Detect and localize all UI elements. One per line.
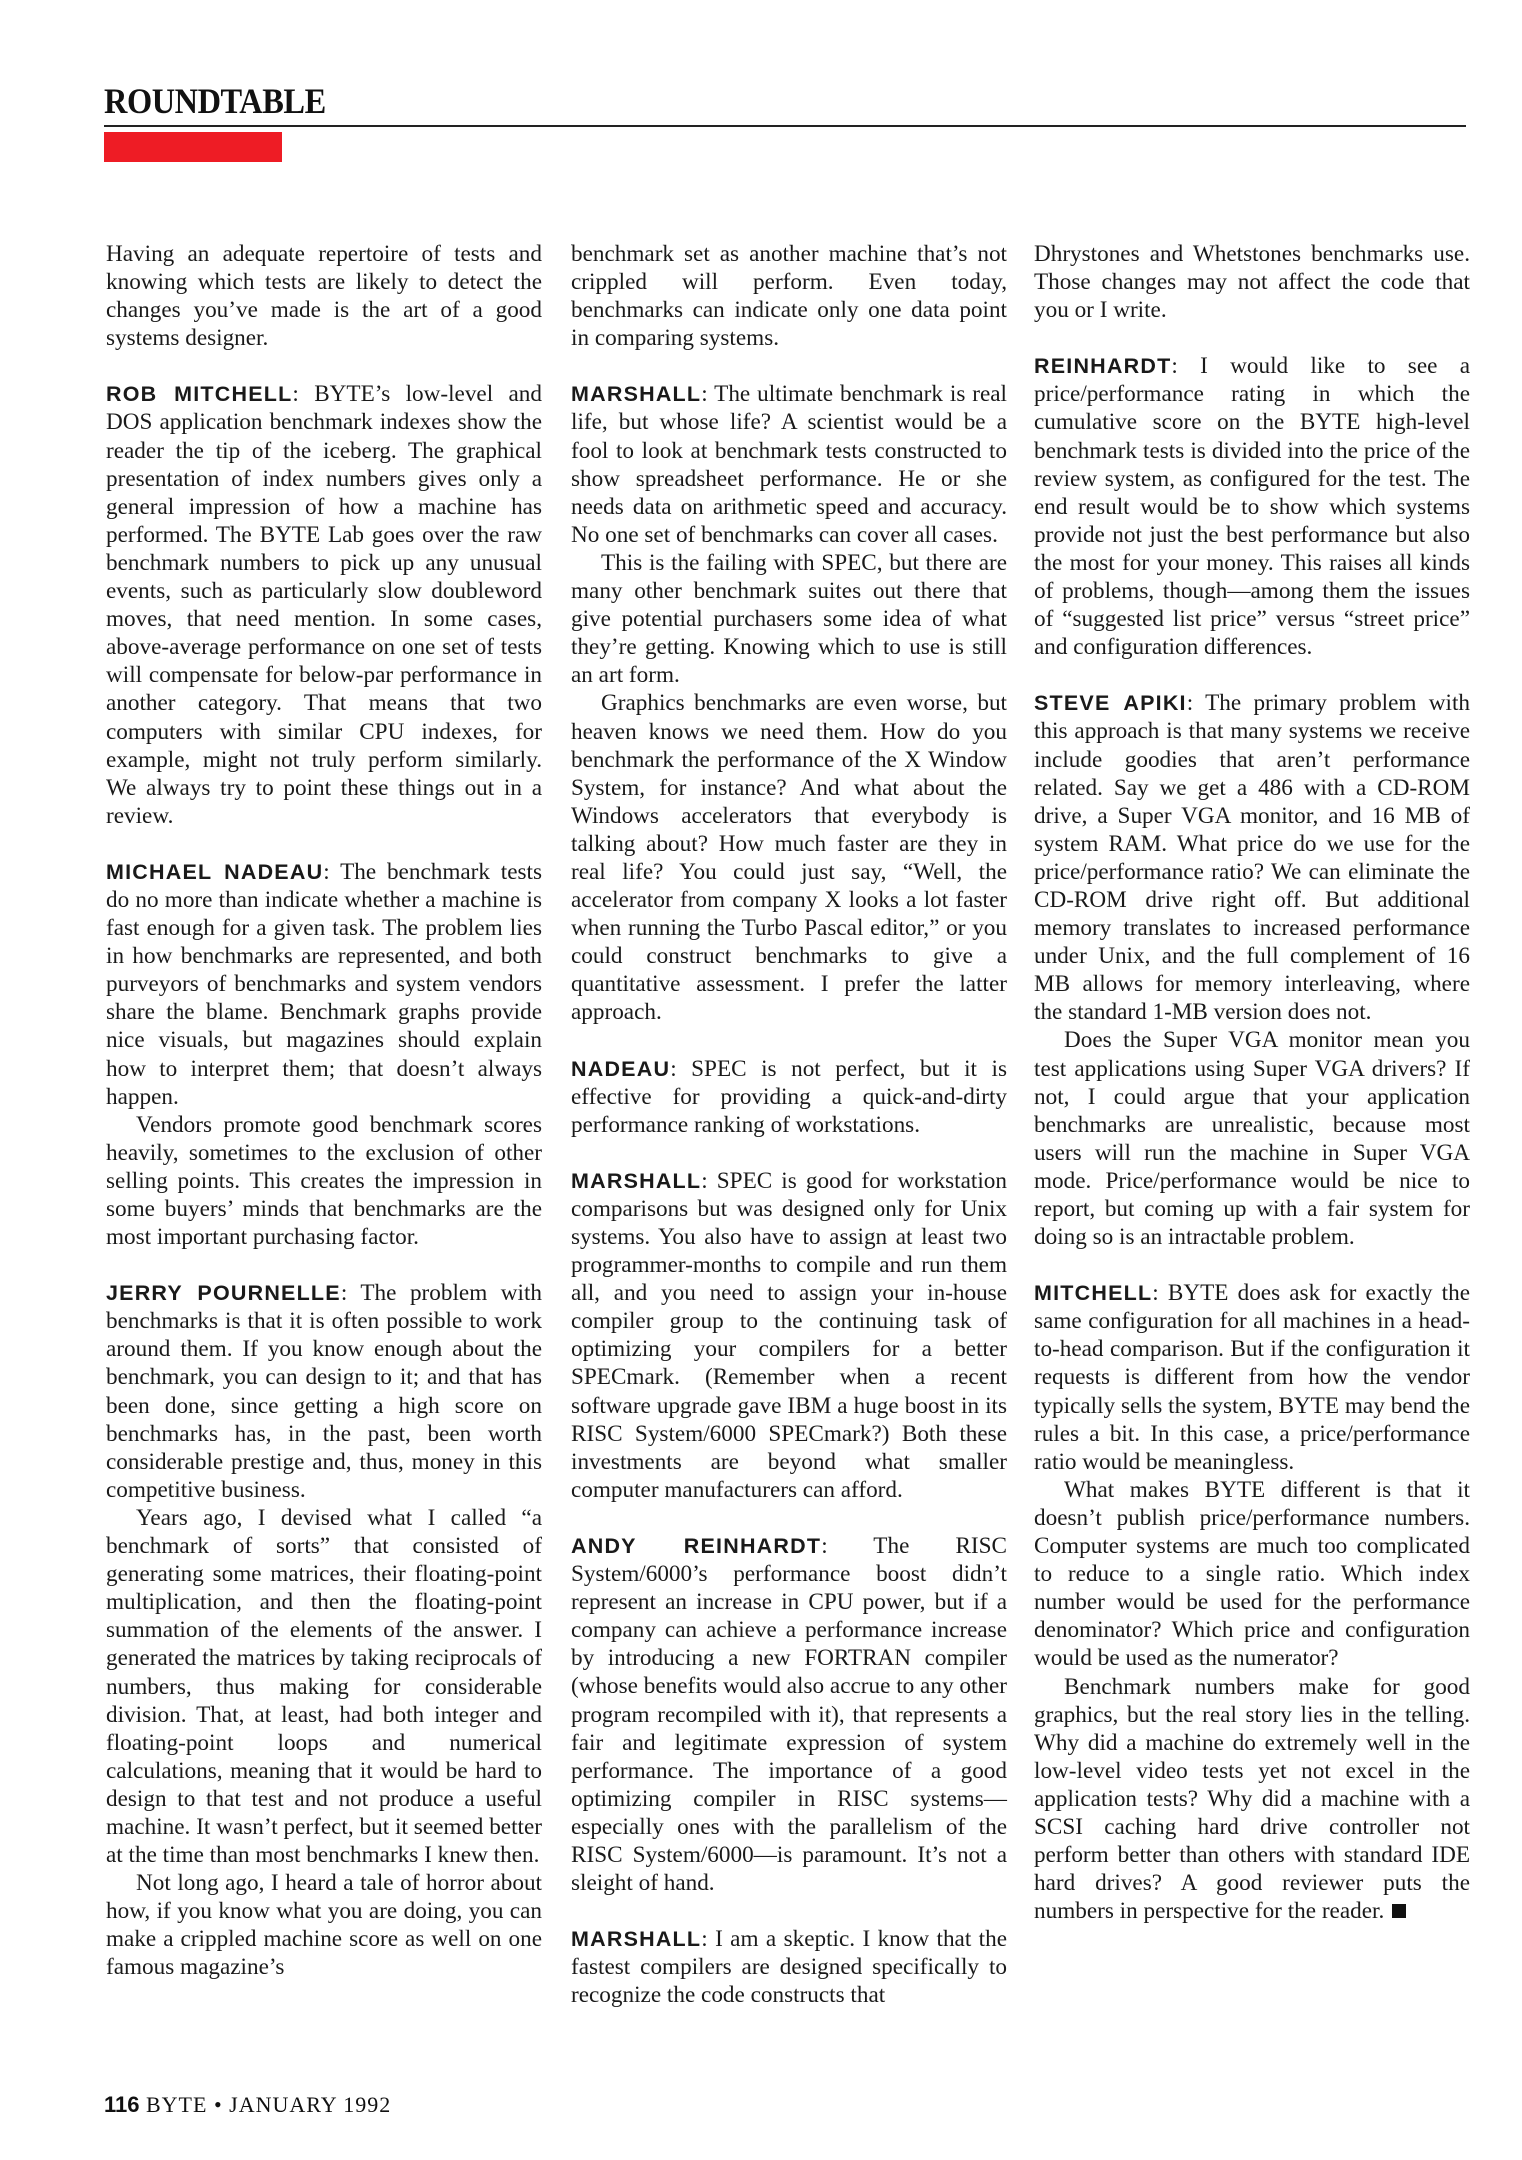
speaker-paragraph (571, 1167, 1007, 1504)
speaker-paragraph (571, 1925, 1007, 2009)
paragraph (106, 1111, 542, 1251)
paragraph-text: Graphics benchmarks are even worse, but heaven knows we need them. How do you benchmark the performance of the X Window System, for instance? And what about the Windows accelerators that everybody is talking about? How much faster are they in real life? You could just say, “Well, the accelerator from company X looks a lot faster when running the Turbo Pascal editor,” or you could construct benchmarks to give a quantitative assessment. I prefer the latter approach. (571, 690, 1007, 1026)
speaker-paragraph (571, 1532, 1007, 1897)
speaker-paragraph (1034, 1279, 1470, 1476)
speaker-name: REINHARDT (1034, 354, 1172, 379)
paragraph (1034, 1476, 1470, 1673)
speaker-paragraph (106, 380, 542, 830)
speaker-name: STEVE APIKI (1034, 691, 1187, 716)
paragraph (106, 1504, 542, 1869)
header-rule (104, 125, 1466, 127)
paragraph-text: Years ago, I devised what I called “a benchmark of sorts” that consisted of generating some matrices, their floating-point multiplication, and then the floating-point summation of the elements of the answer. I generated the matrices by taking reciprocals of numbers, thus making for considerable division. That, at least, had both integer and floating-point loops and numerical calculations, meaning that it would be hard to design to that test and not produce a useful machine. It wasn’t perfect, but it seemed better at the time than most benchmarks I knew then. (106, 1504, 542, 1869)
paragraph-text: : The RISC System/6000’s performance boost didn’t represent an increase in CPU power, but if a company can achieve a performance increase by introducing a new FORTRAN compiler (whose benefits would also accrue to any other program recompiled with it), that represents a fair and legitimate expression of system performance. The importance of a good optimizing compiler in RISC systems—especially ones with the parallelism of the RISC System/6000—is paramount. It’s not a sleight of hand. (571, 1532, 1007, 1897)
speaker-paragraph (106, 1279, 542, 1504)
page-footer (104, 2092, 391, 2118)
paragraph-text: Vendors promote good benchmark scores heavily, sometimes to the exclusion of other selling points. This creates the impression in some buyers’ minds that benchmarks are the most important purchasing factor. (106, 1111, 542, 1251)
speaker-paragraph (106, 858, 542, 1111)
paragraph-text: What makes BYTE different is that it doesn’t publish price/performance numbers. Computer systems are much too complicated to reduce to a single ratio. Which index number would be used for the performance denominator? Which price and configuration would be used as the numerator? (1034, 1476, 1470, 1672)
paragraph-text: Does the Super VGA monitor mean you test applications using Super VGA drivers? If not, I could argue that your application benchmarks are unrealistic, because most users will run the machine in Super VGA mode. Price/performance would be nice to report, but coming up with a fair system for doing so is an intractable problem. (1034, 1027, 1470, 1251)
paragraph (1034, 1673, 1470, 1926)
paragraph-text: Dhrystones and Whetstones benchmarks use. Those changes may not affect the code that you or I write. (1034, 241, 1470, 324)
article-column-2 (571, 240, 1007, 2009)
paragraph-text: Having an adequate repertoire of tests and knowing which tests are likely to detect the changes you’ve made is the art of a good systems designer. (106, 241, 542, 352)
speaker-name: ANDY REINHARDT (571, 1533, 822, 1558)
speaker-paragraph (571, 1055, 1007, 1139)
page-number: 116 (104, 2092, 140, 2117)
end-of-article-mark (1392, 1904, 1406, 1918)
paragraph (571, 689, 1007, 1026)
article-column-1 (106, 240, 542, 1982)
paragraph-text: : SPEC is not perfect, but it is effective for providing a quick-and-dirty performance ranking of workstations. (571, 1055, 1007, 1138)
speaker-name: ROB MITCHELL (106, 382, 293, 407)
speaker-name: MARSHALL (571, 1168, 702, 1193)
paragraph-text: benchmark set as another machine that’s not crippled will perform. Even today, benchmarks can indicate only one data point in comparing systems. (571, 241, 1007, 352)
paragraph-text: : The benchmark tests do no more than indicate whether a machine is fast enough for a given task. The problem lies in how benchmarks are represented, and both purveyors of benchmarks and system vendors share the blame. Benchmark graphs provide nice visuals, but magazines should explain how to interpret them; that doesn’t always happen. (106, 858, 542, 1110)
magazine-name: BYTE (146, 2092, 208, 2117)
speaker-name: MARSHALL (571, 1927, 702, 1952)
paragraph-text: : The ultimate benchmark is real life, but whose life? A scientist would be a fool to look at benchmark tests constructed to show spreadsheet performance. He or she needs data on arithmetic speed and accuracy. No one set of benchmarks can cover all cases. (571, 381, 1007, 548)
paragraph-text: : The problem with benchmarks is that it is often possible to work around them. If you know enough about the benchmark, you can design to it; and that has been done, since getting a high score on benchmarks has, in the past, been worth considerable prestige and, thus, money in this competitive business. (106, 1280, 542, 1503)
paragraph-text: : BYTE does ask for exactly the same configuration for all machines in a head-to-head comparison. But if the configuration it requests is different from how the vendor typically sells the system, BYTE may bend the rules a bit. In this case, a price/performance ratio would be meaningless. (1034, 1280, 1470, 1475)
speaker-name: MARSHALL (571, 382, 702, 407)
paragraph-text: Benchmark numbers make for good graphics, but the real story lies in the telling. Why did a machine do extremely well in the low-level video tests yet not excel in the application tests? Why did a machine with a SCSI caching hard drive controller not perform better than others with standard IDE hard drives? A good reviewer puts the numbers in perspective for the reader. (1034, 1673, 1470, 1925)
paragraph (1034, 1026, 1470, 1251)
speaker-name: MICHAEL NADEAU (106, 859, 324, 884)
speaker-paragraph (1034, 689, 1470, 1026)
footer-separator: • (213, 2092, 223, 2117)
speaker-paragraph (1034, 352, 1470, 661)
article-column-3 (1034, 240, 1470, 1925)
paragraph (571, 549, 1007, 689)
paragraph-text: : I am a skeptic. I know that the fastest compilers are designed specifically to recognize the code constructs that (571, 1926, 1007, 2009)
paragraph-text: Not long ago, I heard a tale of horror about how, if you know what you are doing, you can make a crippled machine score as well on one famous magazine’s (106, 1870, 542, 1981)
paragraph (106, 240, 542, 352)
speaker-name: JERRY POURNELLE (106, 1281, 341, 1306)
paragraph-text: : I would like to see a price/performance rating in which the cumulative score on the BYTE high-level benchmark tests is divided into the price of the review system, as configured for the test. The end result would be to show which systems provide not just the best performance but also the most for your money. This raises all kinds of problems, though—among them the issues of “suggested list price” versus “street price” and configuration differences. (1034, 353, 1470, 661)
speaker-paragraph (571, 380, 1007, 549)
paragraph-text: This is the failing with SPEC, but there are many other benchmark suites out there that give potential purchasers some idea of what they’re getting. Knowing which to use is still an art form. (571, 549, 1007, 689)
paragraph (571, 240, 1007, 352)
section-accent-bar (104, 132, 282, 162)
paragraph (106, 1869, 542, 1981)
paragraph (1034, 240, 1470, 324)
paragraph-text: : SPEC is good for workstation comparisons but was designed only for Unix systems. You also have to assign at least two programmer-months to compile and run them all, and you need to assign your in-house compiler group to the continuing task of optimizing your compilers for a better SPECmark. (Remember when a recent software upgrade gave IBM a huge boost in its RISC System/6000 SPECmark?) Both these investments are beyond what smaller computer manufacturers can afford. (571, 1167, 1007, 1503)
paragraph-text: : The primary problem with this approach is that many systems we receive include goodies that aren’t performance related. Say we get a 486 with a CD-ROM drive, a Super VGA monitor, and 16 MB of system RAM. What price do we use for the price/performance ratio? We can eliminate the CD-ROM drive right off. But additional memory translates to increased performance under Unix, and the full complement of 16 MB allows for memory interleaving, where the standard 1-MB version does not. (1034, 690, 1470, 1026)
issue-date: JANUARY 1992 (229, 2092, 392, 2117)
speaker-name: MITCHELL (1034, 1281, 1153, 1306)
section-title: ROUNDTABLE (104, 81, 326, 121)
paragraph-text: : BYTE’s low-level and DOS application benchmark indexes show the reader the tip of the iceberg. The graphical presentation of index numbers gives only a general impression of how a machine has performed. The BYTE Lab goes over the raw benchmark numbers to pick up any unusual events, such as particularly slow doubleword moves, that need mention. In some cases, above-average performance on one set of tests will compensate for below-par performance in another category. That means that two computers with similar CPU indexes, for example, might not truly perform similarly. We always try to point these things out in a review. (106, 381, 542, 829)
speaker-name: NADEAU (571, 1056, 671, 1081)
